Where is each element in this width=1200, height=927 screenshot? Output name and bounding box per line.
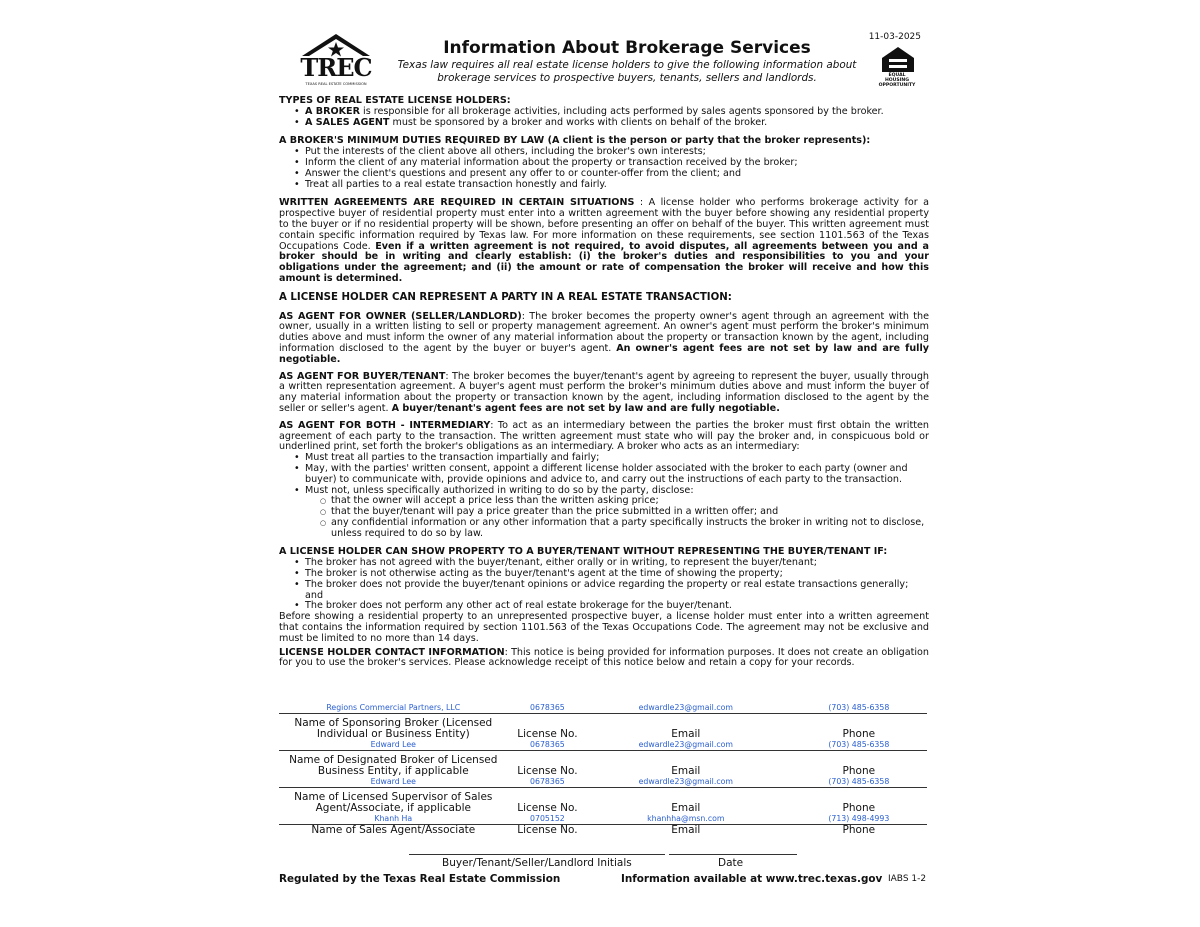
field-label: Name of Licensed Supervisor of Sales Agent/Associate, if applicable xyxy=(294,791,493,814)
date-line[interactable] xyxy=(669,854,797,855)
document-header xyxy=(279,30,929,92)
duties-heading: A BROKER'S MINIMUM DUTIES REQUIRED BY LAW (A client is the person or party that the broker represents): xyxy=(279,135,871,147)
table-row xyxy=(279,739,927,750)
logo-text: TREC xyxy=(300,53,372,82)
designated-broker-phone[interactable]: (703) 485-6358 xyxy=(791,739,927,750)
table-row xyxy=(279,787,927,813)
contact-info-paragraph: LICENSE HOLDER CONTACT INFORMATION: This notice is being provided for information purposes. It does not create an obligation for you to use the broker's services. Please acknowledge receipt of this notice below and retain a copy for your records. xyxy=(279,646,929,669)
equal-housing-text: EQUAL HOUSING OPPORTUNITY xyxy=(878,73,916,88)
list-item: • May, with the parties' written consent, appoint a different license holder associated with the broker to each party (owner and buyer) to communicate with, provide opinions and advice to, and carry out the instructions of each party to the transaction. xyxy=(294,464,929,486)
contacts-table xyxy=(279,702,927,837)
logo-subtext: TEXAS REAL ESTATE COMMISSION xyxy=(305,82,367,86)
list-item: ○ that the buyer/tenant will pay a price greater than the price submitted in a written offer; and xyxy=(321,507,929,518)
list-item: • Must not, unless specifically authorized in writing to do so by the party, disclose: ○ that the owner will accept a price less than the written asking price; ○ that the buyer/tenant will pay a price greater than the price submitted in a written offer; and ○ any confidential information or any other information that a party specifically instructs the broker in writing not to disclose, unless required to do so by law. xyxy=(294,486,929,540)
field-label: Name of Sponsoring Broker (Licensed Individual or Business Entity) xyxy=(294,717,493,740)
table-row xyxy=(279,713,927,739)
field-label: License No. xyxy=(517,764,578,777)
initials-label: Buyer/Tenant/Seller/Landlord Initials xyxy=(442,857,632,869)
date-label: Date xyxy=(718,857,744,869)
document-page xyxy=(279,30,929,910)
sponsoring-broker-email[interactable]: edwardle23@gmail.com xyxy=(587,702,784,713)
supervisor-email[interactable]: edwardle23@gmail.com xyxy=(587,776,784,787)
intermediary-paragraph: AS AGENT FOR BOTH - INTERMEDIARY: To act as an intermediary between the parties the broker must first obtain the written agreement of each party to the transaction. The written agreement must state who will pay the broker and, in conspicuous bold or underlined print, set forth the broker's obligations as an intermediary. A broker who acts as an intermediary: xyxy=(279,419,929,453)
unrepresented-buyer-paragraph: Before showing a residential property to an unrepresented prospective buyer, a license holder must enter into a written agreement that contains the information required by section 1101.563 of the Texas Occupations Code. The agreement may not be exclusive and must be limited to no more than 14 days. xyxy=(279,611,929,644)
list-item: • Inform the client of any material information about the property or transaction received by the broker; xyxy=(294,158,929,169)
list-item: • The broker does not perform any other act of real estate brokerage for the buyer/tenant. xyxy=(294,601,929,612)
table-row xyxy=(279,824,927,837)
disclose-sublist xyxy=(321,496,929,539)
sponsoring-broker-license[interactable]: 0678365 xyxy=(514,702,581,713)
field-label: Email xyxy=(671,801,701,814)
supervisor-name[interactable]: Edward Lee xyxy=(279,776,508,787)
field-label: License No. xyxy=(517,823,578,836)
sales-agent-license[interactable]: 0705152 xyxy=(514,813,581,824)
field-label: Phone xyxy=(842,764,876,777)
sponsoring-broker-name[interactable]: Regions Commercial Partners, LLC xyxy=(279,702,508,713)
list-item: • The broker does not provide the buyer/tenant opinions or advice regarding the property or real estate transactions generally; and xyxy=(294,580,929,602)
footer-regulated: Regulated by the Texas Real Estate Commission xyxy=(279,873,561,885)
table-row xyxy=(279,776,927,787)
supervisor-license[interactable]: 0678365 xyxy=(514,776,581,787)
list-item: • A BROKER is responsible for all brokerage activities, including acts performed by sales agents sponsored by the broker. xyxy=(294,107,929,118)
form-date: 11-03-2025 xyxy=(868,32,921,42)
types-heading: TYPES OF REAL ESTATE LICENSE HOLDERS: xyxy=(279,95,511,106)
field-label: Email xyxy=(671,727,701,740)
show-property-list xyxy=(294,558,929,612)
types-list xyxy=(294,107,929,129)
designated-broker-name[interactable]: Edward Lee xyxy=(279,739,508,750)
designated-broker-license[interactable]: 0678365 xyxy=(514,739,581,750)
list-item: • Put the interests of the client above all others, including the broker's own interests; xyxy=(294,147,929,158)
field-label: License No. xyxy=(517,801,578,814)
duties-list xyxy=(294,147,929,190)
initials-line[interactable] xyxy=(409,854,665,855)
page-subtitle: Texas law requires all real estate license holders to give the following information about brokerage services to prospective buyers, tenants, sellers and landlords. xyxy=(397,59,857,84)
field-label: Phone xyxy=(842,727,876,740)
sales-agent-email[interactable]: khanhha@msn.com xyxy=(587,813,784,824)
list-item: ○ that the owner will accept a price less than the written asking price; xyxy=(321,496,929,507)
table-row xyxy=(279,750,927,776)
list-item: • The broker has not agreed with the buyer/tenant, either orally or in writing, to represent the buyer/tenant; xyxy=(294,558,929,569)
show-property-heading: A LICENSE HOLDER CAN SHOW PROPERTY TO A BUYER/TENANT WITHOUT REPRESENTING THE BUYER/TENANT IF: xyxy=(279,546,888,558)
designated-broker-email[interactable]: edwardle23@gmail.com xyxy=(587,739,784,750)
field-label: Phone xyxy=(842,823,876,836)
intermediary-list xyxy=(294,453,929,539)
table-row xyxy=(279,702,927,713)
buyer-agent-paragraph: AS AGENT FOR BUYER/TENANT: The broker becomes the buyer/tenant's agent by agreeing to represent the buyer, usually through a written representation agreement. A buyer's agent must perform the broker's minimum duties above and must inform the buyer of any material information about the property or transaction known by the agent, including information disclosed to the agent by the seller or seller's agent. A buyer/tenant's agent fees are not set by law and are fully negotiable. xyxy=(279,370,930,414)
field-label: Name of Sales Agent/Associate xyxy=(311,823,476,836)
footer-form-code: IABS 1-2 xyxy=(888,874,927,884)
list-item: ○ any confidential information or any other information that a party specifically instructs the broker in writing not to disclose, unless required to do so by law. xyxy=(321,518,929,540)
document-body xyxy=(279,96,929,669)
field-label: Name of Designated Broker of Licensed Business Entity, if applicable xyxy=(289,754,498,777)
sales-agent-phone[interactable]: (713) 498-4993 xyxy=(791,813,927,824)
footer-website: Information available at www.trec.texas.gov xyxy=(621,873,883,885)
owner-agent-paragraph: AS AGENT FOR OWNER (SELLER/LANDLORD): The broker becomes the property owner's agent through an agreement with the owner, usually in a written listing to sell or property management agreement. An owner's agent must perform the broker's minimum duties above and must inform the owner of any material information about the property or transaction known by the agent, including information disclosed to the agent by the buyer or buyer's agent. An owner's agent fees are not set by law and are fully negotiable. xyxy=(279,310,930,365)
sales-agent-name[interactable]: Khanh Ha xyxy=(279,813,508,824)
sponsoring-broker-phone[interactable]: (703) 485-6358 xyxy=(791,702,927,713)
list-item: • A SALES AGENT must be sponsored by a broker and works with clients on behalf of the broker. xyxy=(294,118,929,129)
field-label: Email xyxy=(671,823,701,836)
list-item: • The broker is not otherwise acting as the buyer/tenant's agent at the time of showing the property; xyxy=(294,569,929,580)
written-agreements-paragraph: WRITTEN AGREEMENTS ARE REQUIRED IN CERTAIN SITUATIONS : A license holder who performs brokerage activity for a prospective buyer of residential property must enter into a written agreement with the buyer before showing any residential property to the buyer or if no residential property will be shown, before presenting an offer on behalf of the buyer. This written agreement must contain specific information required by Texas law. For more information on these requirements, see section 1101.563 of the Texas Occupations Code. Even if a written agreement is not required, to avoid disputes, all agreements between you and a broker should be in writing and clearly establish: (i) the broker's duties and responsibilities to you and your obligations under the agreement; and (ii) the amount or rate of compensation the broker will receive and how this amount is determined. xyxy=(279,197,930,284)
field-label: Email xyxy=(671,764,701,777)
list-item: • Treat all parties to a real estate transaction honestly and fairly. xyxy=(294,180,929,191)
field-label: Phone xyxy=(842,801,876,814)
field-label: License No. xyxy=(517,727,578,740)
page-title: Information About Brokerage Services xyxy=(443,38,811,58)
supervisor-phone[interactable]: (703) 485-6358 xyxy=(791,776,927,787)
table-row xyxy=(279,813,927,824)
list-item: • Must treat all parties to the transaction impartially and fairly; xyxy=(294,453,929,464)
list-item: • Answer the client's questions and present any offer to or counter-offer from the client; and xyxy=(294,169,929,180)
represent-heading: A LICENSE HOLDER CAN REPRESENT A PARTY IN A REAL ESTATE TRANSACTION: xyxy=(279,291,732,303)
